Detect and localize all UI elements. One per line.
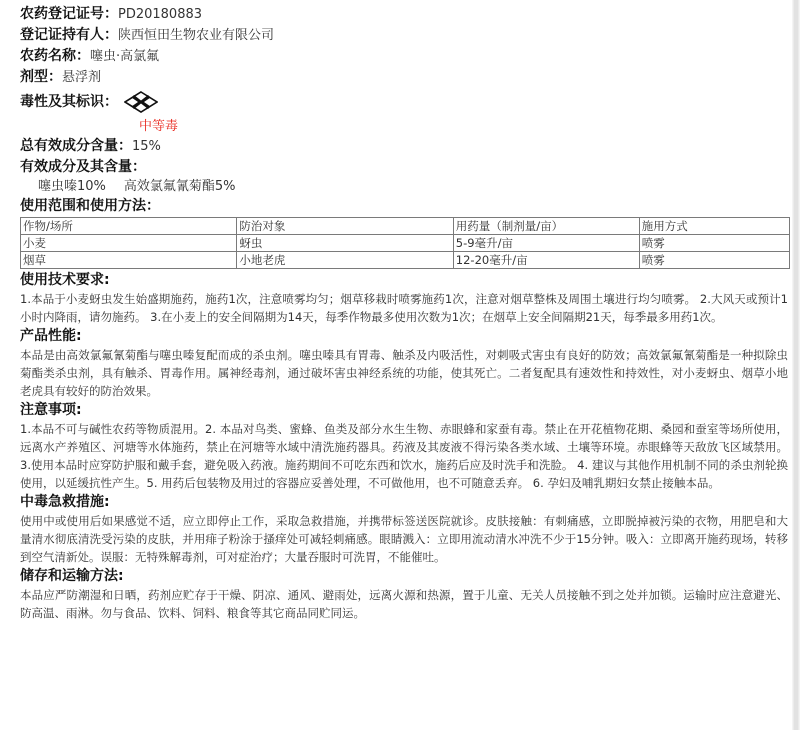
formulation-row [20,67,792,88]
registration-holder-row [20,25,792,46]
cell-target: 蚜虫 [237,235,453,252]
cell-target: 小地老虎 [237,252,453,269]
product-performance-section [20,327,792,400]
table-row [21,252,790,269]
column-header-dosage: 用药量（制剂量/亩） [453,218,639,235]
first-aid-section [20,493,792,566]
precautions-section [20,401,792,492]
total-content-row [20,136,792,157]
technical-requirements-text: 1.本品于小麦蚜虫发生始盛期施药，施药1次，注意喷雾均匀；烟草移栽时喷雾施药1次，注意对烟草整株及周围土壤进行均匀喷雾。 2.大风天或预计1小时内降雨，请勿施药。 3.在小麦上的安全间隔期为14天，每季作物最多使用次数为1次；在烟草上安全间隔期21天，每季最多用药1次。 [20,292,788,324]
cell-method: 喷雾 [639,252,789,269]
storage-transport-title: 储存和运输方法: [20,568,124,584]
toxicity-label: 毒性及其标识： [20,93,118,110]
registration-holder-value: 陕西恒田生物农业有限公司 [118,28,275,43]
product-performance-title: 产品性能: [20,328,82,344]
precautions-title: 注意事项: [20,402,82,418]
cell-method: 喷雾 [639,235,789,252]
pesticide-name-value: 噻虫·高氯氟 [90,49,160,64]
registration-number-value: PD20180883 [118,7,203,22]
formulation-value: 悬浮剂 [62,70,102,85]
cell-crop: 小麦 [21,235,237,252]
first-aid-text: 使用中或使用后如果感觉不适，应立即停止工作，采取急救措施，并携带标签送医院就诊。皮肤接触：有刺痛感，立即脱掉被污染的衣物，用肥皂和大量清水彻底清洗受污染的皮肤，并用痱子粉涂于搔痒处可减轻刺痛感。眼睛溅入：立即用流动清水冲洗不少于15分钟。吸入：立即离开施药现场，转移到空气清新处。误服：无特殊解毒剂，可对症治疗；大量吞服时可洗胃，不能催吐。 [20,514,788,564]
column-header-method: 施用方式 [639,218,789,235]
pesticide-name-row [20,46,792,67]
cell-dosage: 5-9毫升/亩 [453,235,639,252]
technical-requirements-section [20,271,792,326]
cell-dosage: 12-20毫升/亩 [453,252,639,269]
total-content-label: 总有效成分含量： [20,138,132,154]
component-item: 高效氯氟氰菊酯5% [123,179,236,194]
toxicity-row [20,88,792,116]
toxicity-diamond-cross-icon [124,91,158,117]
vertical-scrollbar[interactable] [792,0,800,730]
usage-table [20,217,790,269]
toxicity-level: 中等毒 [139,119,179,134]
technical-requirements-title: 使用技术要求: [20,272,110,288]
product-performance-text: 本品是由高效氯氟氰菊酯与噻虫嗪复配而成的杀虫剂。噻虫嗪具有胃毒、触杀及内吸活性，对刺吸式害虫有良好的防效；高效氯氟氰菊酯是一种拟除虫菊酯类杀虫剂，具有触杀、胃毒作用。属神经毒剂，通过破坏害虫神经系统的功能，使其死亡。二者复配具有速效性和持效性，对小麦蚜虫、烟草小地老虎具有较好的防治效果。 [20,348,788,398]
column-header-target: 防治对象 [237,218,453,235]
storage-transport-section [20,567,792,622]
precautions-text: 1.本品不可与碱性农药等物质混用。2. 本品对鸟类、蜜蜂、鱼类及部分水生生物、赤眼蜂和家蚕有毒。禁止在开花植物花期、桑园和蚕室等场所使用，远离水产养殖区、河塘等水体施药，禁止在河塘等水域中清洗施药器具。药液及其废液不得污染各类水域、土壤等环境。赤眼蜂等天敌放飞区域禁用。3.使用本品时应穿防护服和戴手套，避免吸入药液。施药期间不可吃东西和饮水，施药后应及时洗手和洗脸。 4. 建议与其他作用机制不同的杀虫剂轮换使用，以延缓抗性产生。5. 用药后包装物及用过的容器应妥善处理，不可做他用，也不可随意丢弃。 6. 孕妇及哺乳期妇女禁止接触本品。 [20,422,788,490]
cell-crop: 烟草 [21,252,237,269]
total-content-value: 15% [132,139,161,154]
table-row [21,235,790,252]
first-aid-title: 中毒急救措施: [20,494,110,510]
usage-section-title: 使用范围和使用方法： [20,198,160,214]
components-label: 有效成分及其含量： [20,159,146,175]
pesticide-name-label: 农药名称： [20,48,90,64]
components-label-row [20,157,792,178]
registration-number-label: 农药登记证号： [20,6,118,22]
registration-holder-label: 登记证持有人： [20,27,118,43]
formulation-label: 剂型： [20,69,62,85]
registration-number-row [20,4,792,25]
column-header-crop: 作物/场所 [21,218,237,235]
table-header-row [21,218,790,235]
components-list [20,178,792,196]
storage-transport-text: 本品应严防潮湿和日晒，药剂应贮存于干燥、阴凉、通风、避雨处，远离火源和热源，置于儿童、无关人员接触不到之处并加锁。运输时应注意避光、防高温、雨淋。勿与食品、饮料、饲料、粮食等其它商品同贮同运。 [20,588,788,620]
component-item: 噻虫嗪10% [38,179,106,194]
